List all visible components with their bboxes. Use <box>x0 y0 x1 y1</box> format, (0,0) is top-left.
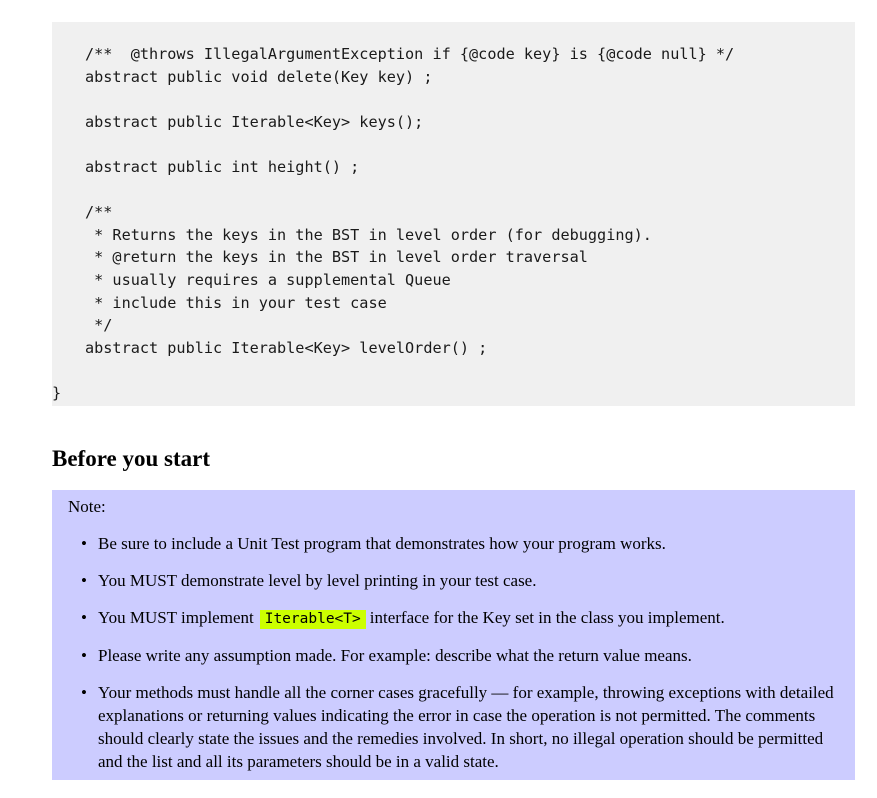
list-item <box>81 644 843 667</box>
code-line: abstract public int height() ; <box>85 158 360 176</box>
list-item-text: Be sure to include a Unit Test program that demonstrates how your program works. <box>98 534 666 553</box>
code-line: /** <box>85 203 113 221</box>
list-item <box>81 532 843 555</box>
bullet-icon: • <box>81 534 87 553</box>
bullet-icon: • <box>81 646 87 665</box>
code-line: /** @throws IllegalArgumentException if {@code key} is {@code null} */ <box>85 45 735 63</box>
list-item-text: You MUST implement <box>98 608 254 627</box>
bullet-icon: • <box>81 608 87 627</box>
bullet-icon: • <box>81 571 87 590</box>
bullet-icon: • <box>81 683 87 702</box>
list-item <box>81 681 843 773</box>
code-line: * @return the keys in the BST in level order traversal <box>85 248 588 266</box>
inline-code: Iterable<T> <box>260 610 366 629</box>
code-line: * include this in your test case <box>85 294 387 312</box>
list-item-text: You MUST demonstrate level by level printing in your test case. <box>98 571 537 590</box>
code-block <box>52 22 855 406</box>
code-line: * usually requires a supplemental Queue <box>85 271 451 289</box>
code-line: abstract public Iterable<Key> levelOrder() ; <box>85 339 488 357</box>
list-item <box>81 606 843 631</box>
list-item-text: Your methods must handle all the corner cases gracefully — for example, throwing exceptions with detailed explanations or returning values indicating the error in case the operation is not permitted. The comments should clearly state the issues and the remedies involved. In short, no illegal operation should be permitted and the list and all its parameters should be in a valid state. <box>98 683 834 771</box>
note-label: Note: <box>68 497 106 516</box>
code-line: abstract public void delete(Key key) ; <box>85 68 433 86</box>
note-box <box>52 490 855 780</box>
closing-brace: } <box>52 384 62 402</box>
list-item <box>81 569 843 592</box>
section-heading: Before you start <box>52 446 210 471</box>
code-line: * Returns the keys in the BST in level order (for debugging). <box>85 226 652 244</box>
list-item-text: interface for the Key set in the class you implement. <box>369 608 725 627</box>
list-item-text: Please write any assumption made. For example: describe what the return value means. <box>98 646 692 665</box>
code-line: abstract public Iterable<Key> keys(); <box>85 113 424 131</box>
code-line: */ <box>85 316 113 334</box>
